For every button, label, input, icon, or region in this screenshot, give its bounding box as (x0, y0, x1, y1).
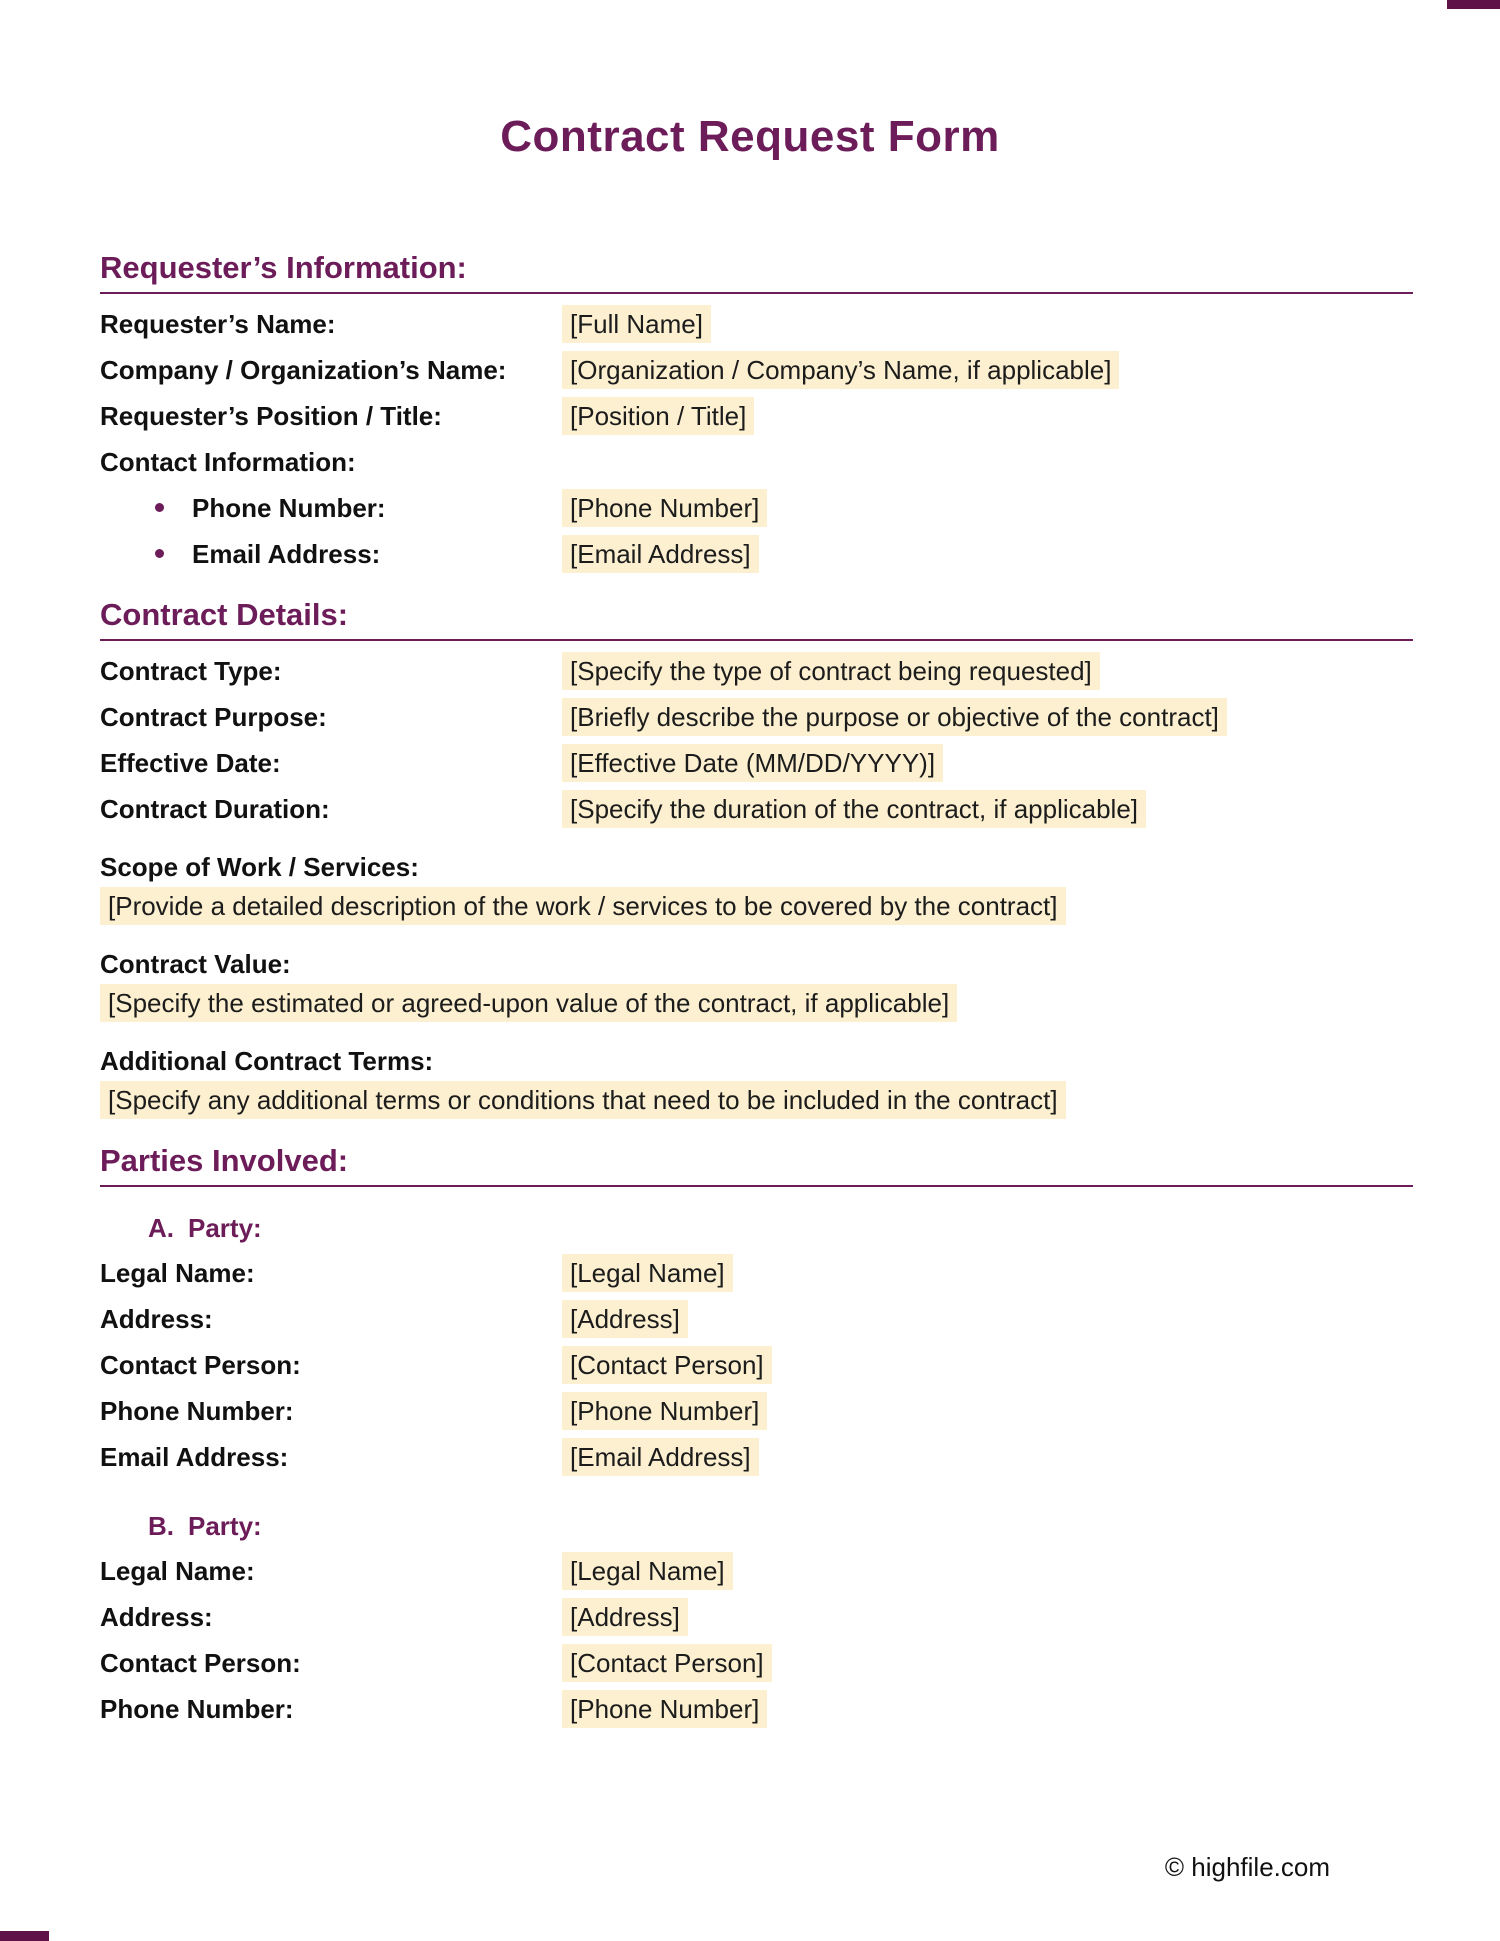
field-label: Contact Person: (100, 1648, 301, 1678)
field-row-contract-purpose (100, 698, 1413, 736)
field-value-placeholder[interactable]: [Legal Name] (562, 1552, 733, 1590)
bullet-icon (155, 549, 164, 558)
document-body (100, 250, 1413, 1728)
section-heading-parties-involved: Parties Involved: (100, 1143, 1413, 1187)
field-row-legal-name (100, 1552, 1413, 1590)
field-row-phone-number (100, 489, 1413, 527)
field-value-placeholder[interactable]: [Organization / Company’s Name, if applicable] (562, 351, 1119, 389)
party-label: Party: (188, 1511, 262, 1541)
field-row-email-address (100, 535, 1413, 573)
field-value-placeholder[interactable]: [Briefly describe the purpose or objective of the contract] (562, 698, 1227, 736)
section-parties-involved (100, 1187, 1413, 1728)
field-label: Contact Information: (100, 447, 356, 477)
field-label: Additional Contract Terms: (100, 1046, 434, 1076)
section-requester-information (100, 294, 1413, 573)
field-value-placeholder[interactable]: [Specify the duration of the contract, if applicable] (562, 790, 1146, 828)
party-letter: B. (148, 1511, 174, 1541)
field-label: Scope of Work / Services: (100, 852, 419, 882)
field-value-placeholder[interactable]: [Phone Number] (562, 1392, 767, 1430)
party-a-heading (100, 1208, 1413, 1248)
corner-accent-top-right (1447, 0, 1500, 9)
field-label: Requester’s Position / Title: (100, 401, 442, 431)
field-label: Phone Number: (100, 1396, 294, 1426)
field-label: Effective Date: (100, 748, 281, 778)
field-label: Address: (100, 1304, 213, 1334)
field-label: Phone Number: (100, 1694, 294, 1724)
party-letter: A. (148, 1213, 174, 1243)
party-a-rows (100, 1254, 1413, 1476)
field-row-contact-information (100, 443, 1413, 481)
section-heading-contract-details: Contract Details: (100, 597, 1413, 641)
field-label: Company / Organization’s Name: (100, 355, 507, 385)
field-row-company-name (100, 351, 1413, 389)
block-additional-contract-terms (100, 1042, 1413, 1119)
field-value-placeholder[interactable]: [Specify the type of contract being requested] (562, 652, 1100, 690)
field-label: Contract Duration: (100, 794, 330, 824)
section-heading-requester-information: Requester’s Information: (100, 250, 1413, 294)
field-row-contract-duration (100, 790, 1413, 828)
bullet-icon (155, 503, 164, 512)
field-row-phone-number (100, 1690, 1413, 1728)
field-row-phone-number (100, 1392, 1413, 1430)
party-b-rows (100, 1552, 1413, 1728)
section-contract-details (100, 641, 1413, 1119)
field-row-effective-date (100, 744, 1413, 782)
field-label: Email Address: (100, 535, 562, 573)
corner-accent-bottom-left (0, 1931, 49, 1941)
field-label: Contract Type: (100, 656, 282, 686)
field-row-requester-name (100, 305, 1413, 343)
field-value-placeholder[interactable]: [Email Address] (562, 1438, 759, 1476)
field-value-placeholder[interactable]: [Position / Title] (562, 397, 754, 435)
field-label: Legal Name: (100, 1258, 255, 1288)
field-value-placeholder[interactable]: [Contact Person] (562, 1644, 772, 1682)
footer-credit: © highfile.com (1164, 1852, 1330, 1882)
field-value-placeholder[interactable]: [Specify any additional terms or conditions that need to be included in the contract] (100, 1081, 1066, 1119)
field-value-placeholder[interactable]: [Contact Person] (562, 1346, 772, 1384)
party-label: Party: (188, 1213, 262, 1243)
block-contract-value (100, 945, 1413, 1022)
field-value-placeholder[interactable]: [Email Address] (562, 535, 759, 573)
party-b-heading (100, 1506, 1413, 1546)
field-label: Contact Person: (100, 1350, 301, 1380)
field-label: Phone Number: (100, 489, 562, 527)
field-value-placeholder[interactable]: [Address] (562, 1598, 688, 1636)
field-value-placeholder[interactable]: [Provide a detailed description of the work / services to be covered by the contract] (100, 887, 1066, 925)
field-label: Legal Name: (100, 1556, 255, 1586)
page-title: Contract Request Form (500, 112, 1000, 161)
field-value-placeholder[interactable]: [Phone Number] (562, 489, 767, 527)
field-value-placeholder[interactable]: [Address] (562, 1300, 688, 1338)
field-value-placeholder[interactable]: [Legal Name] (562, 1254, 733, 1292)
field-label: Contract Value: (100, 949, 291, 979)
field-value-placeholder[interactable]: [Full Name] (562, 305, 711, 343)
field-label: Address: (100, 1602, 213, 1632)
field-row-position-title (100, 397, 1413, 435)
field-row-contract-type (100, 652, 1413, 690)
field-row-email-address (100, 1438, 1413, 1476)
field-value-placeholder[interactable]: [Specify the estimated or agreed-upon value of the contract, if applicable] (100, 984, 957, 1022)
field-label: Contract Purpose: (100, 702, 327, 732)
field-row-legal-name (100, 1254, 1413, 1292)
field-row-address (100, 1300, 1413, 1338)
field-label: Requester’s Name: (100, 309, 336, 339)
field-row-address (100, 1598, 1413, 1636)
field-label: Email Address: (100, 1442, 289, 1472)
block-scope-of-work (100, 848, 1413, 925)
field-value-placeholder[interactable]: [Effective Date (MM/DD/YYYY)] (562, 744, 943, 782)
field-row-contact-person (100, 1346, 1413, 1384)
field-row-contact-person (100, 1644, 1413, 1682)
field-value-placeholder[interactable]: [Phone Number] (562, 1690, 767, 1728)
